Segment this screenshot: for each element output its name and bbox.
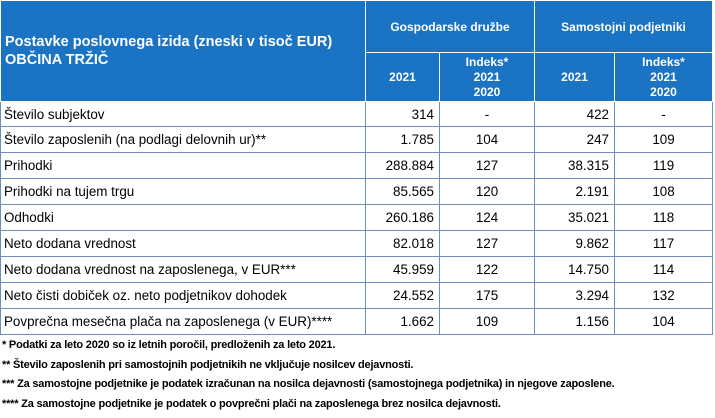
- entrepreneurs-value: 38.315: [535, 153, 615, 179]
- table-row: [1, 102, 713, 127]
- row-label: Povprečna mesečna plača na zaposlenega (v EUR)****: [1, 309, 366, 335]
- table-title: Postavke poslovnega izida (zneski v tisoč EUR): [5, 34, 333, 50]
- table-row: [1, 127, 713, 153]
- companies-index: 109: [440, 309, 535, 335]
- companies-value: 1.785: [366, 127, 440, 153]
- entrepreneurs-value: 247: [535, 127, 615, 153]
- entrepreneurs-index: 109: [615, 127, 713, 153]
- companies-value: 24.552: [366, 283, 440, 309]
- footnote: **** Za samostojne podjetnike je podatek o povprečni plači na zaposlenega brez nosilca dejavnosti.: [2, 397, 501, 410]
- row-label: Število zaposlenih (na podlagi delovnih ur)**: [1, 127, 366, 153]
- entrepreneurs-index: 104: [615, 309, 713, 335]
- companies-value: 45.959: [366, 257, 440, 283]
- entrepreneurs-value: 35.021: [535, 205, 615, 231]
- index-year-current: 2021: [473, 69, 501, 84]
- companies-index: 124: [440, 205, 535, 231]
- companies-index: 127: [440, 153, 535, 179]
- companies-value: 260.186: [366, 205, 440, 231]
- companies-value: 288.884: [366, 153, 440, 179]
- companies-index: 127: [440, 231, 535, 257]
- entrepreneurs-value: 3.294: [535, 283, 615, 309]
- footnote: * Podatki za leto 2020 so iz letnih poročil, predloženih za leto 2021.: [2, 339, 336, 351]
- entrepreneurs-index: 114: [615, 257, 713, 283]
- header-row-groups: [1, 1, 713, 53]
- entrepreneurs-value: 14.750: [535, 257, 615, 283]
- index-year-previous: 2020: [473, 84, 501, 99]
- companies-index: 120: [440, 179, 535, 205]
- row-label: Odhodki: [1, 205, 366, 231]
- entrepreneurs-value: 9.862: [535, 231, 615, 257]
- row-label: Neto dodana vrednost na zaposlenega, v EUR***: [1, 257, 366, 283]
- row-label: Neto dodana vrednost: [1, 231, 366, 257]
- row-label: Prihodki: [1, 153, 366, 179]
- row-label: Neto čisti dobiček oz. neto podjetnikov dohodek: [1, 283, 366, 309]
- entrepreneurs-value: 422: [535, 102, 615, 127]
- footnotes: [2, 336, 615, 414]
- entrepreneurs-value: 1.156: [535, 309, 615, 335]
- entrepreneurs-value: 2.191: [535, 179, 615, 205]
- table-row: [1, 153, 713, 179]
- column-header-index: [615, 53, 713, 102]
- table-row: [1, 309, 713, 335]
- table-row: [1, 179, 713, 205]
- table-row: [1, 257, 713, 283]
- entrepreneurs-index: 132: [615, 283, 713, 309]
- entrepreneurs-index: 117: [615, 231, 713, 257]
- table-row: [1, 283, 713, 309]
- table-subtitle: OBČINA TRŽIČ: [5, 52, 109, 68]
- companies-value: 1.662: [366, 309, 440, 335]
- index-year-previous: 2020: [650, 84, 677, 99]
- companies-index: -: [440, 102, 535, 127]
- companies-index: 104: [440, 127, 535, 153]
- index-year-current: 2021: [650, 69, 677, 84]
- footnote: *** Za samostojne podjetnike je podatek izračunan na nosilca dejavnosti (samostojnega podjetnika) in njegove zaposlene.: [2, 378, 615, 390]
- column-header-year: 2021: [535, 53, 615, 102]
- entrepreneurs-index: 119: [615, 153, 713, 179]
- companies-value: 85.565: [366, 179, 440, 205]
- companies-value: 314: [366, 102, 440, 127]
- companies-index: 122: [440, 257, 535, 283]
- column-header-year: 2021: [366, 53, 440, 102]
- table-row: [1, 231, 713, 257]
- companies-index: 175: [440, 283, 535, 309]
- table-row: [1, 205, 713, 231]
- entrepreneurs-index: 108: [615, 179, 713, 205]
- footnote: ** Število zaposlenih pri samostojnih podjetnikih ne vključuje nosilcev dejavnosti.: [2, 358, 414, 371]
- index-label: Indeks*: [642, 54, 685, 69]
- entrepreneurs-index: -: [615, 102, 713, 127]
- table-title-cell: [1, 1, 366, 102]
- row-label: Prihodki na tujem trgu: [1, 179, 366, 205]
- index-label: Indeks*: [465, 54, 509, 69]
- companies-value: 82.018: [366, 231, 440, 257]
- column-header-index: [440, 53, 535, 102]
- group-header-companies: Gospodarske družbe: [366, 1, 535, 53]
- row-label: Število subjektov: [1, 102, 366, 127]
- entrepreneurs-index: 118: [615, 205, 713, 231]
- group-header-entrepreneurs: Samostojni podjetniki: [535, 1, 713, 53]
